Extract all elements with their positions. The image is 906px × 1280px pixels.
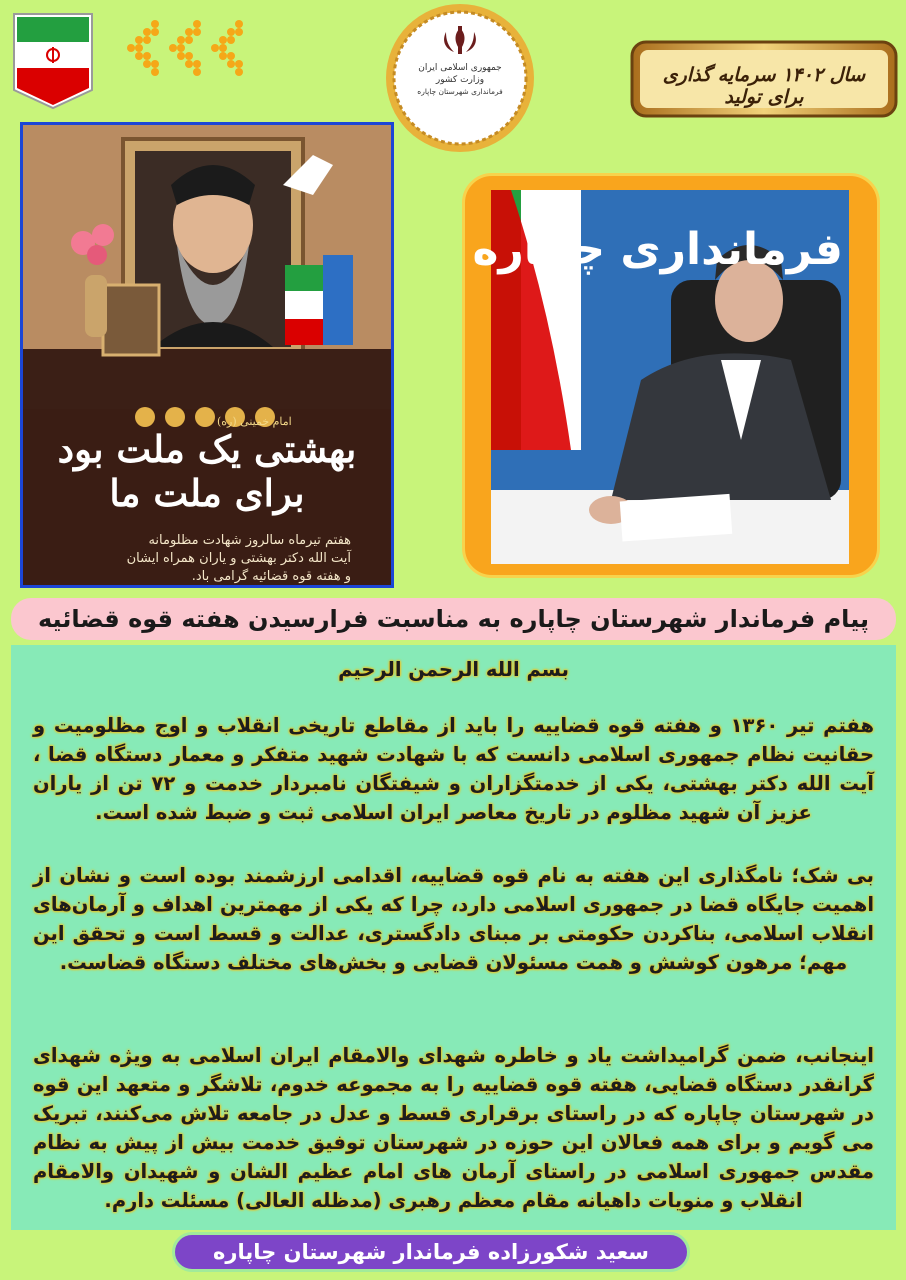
poster-caption-line: و هفته قوه قضائیه گرامی باد.: [191, 569, 351, 584]
governor-photo: [472, 190, 849, 564]
message-paragraph: هفتم تیر ۱۳۶۰ و هفته قوه قضاییه را باید از مقاطع تاریخی انقلاب و اوج مظلومیت و حقانیت نظام جمهوری اسلامی دانست که با شهادت شهید متفکر و معمار دستگاه قضا ، آیت الله دکتر بهشتی، یکی از خدمتگزاران و شیفتگان نامبردار خدمت و ۷۲ تن از یاران عزیز آن شهید مظلوم در تاریخ معاصر ایران اسلامی ثبت و ضبط شده است.: [33, 714, 874, 824]
photo-wall-sign: فرمانداری چاپاره: [472, 224, 843, 275]
slogan-text: سال ۱۴۰۲ سرمایه گذاری برای تولید: [662, 64, 866, 108]
slogan-banner: [630, 38, 898, 120]
poster-attribution: امام خمینی (ره): [217, 415, 292, 428]
iran-flag-icon: [12, 12, 94, 110]
message-paragraph: بی شک؛ نامگذاری این هفته به نام قوه قضاییه، اقدامی ارزشمند بوده است و نشان از اهمیت جایگاه قضا در جمهوری اسلامی دارد، چرا که یکی از مهمترین اهداف و آرمان‌های انقلاب اسلامی، بناکردن حکومتی بر مبنای دادگستری، عدالت و قسط است و تحقق این مهم؛ مرهون کوشش و همت مسئولان قضایی و بخش‌های مختلف دستگاه قضاست.: [33, 864, 874, 974]
emblem-line-3: فرمانداری شهرستان چاپاره: [417, 87, 503, 96]
poster-caption-line: آیت الله دکتر بهشتی و یاران همراه ایشان: [126, 551, 351, 566]
emblem-line-2: وزارت کشور: [435, 75, 485, 85]
signature-badge: سعید شکورزاده فرماندار شهرستان چاپاره: [172, 1232, 690, 1272]
message-body: [11, 645, 896, 1230]
ministry-emblem-logo: [384, 2, 536, 154]
decorative-chevrons-icon: [125, 18, 250, 78]
message-paragraph: اینجانب، ضمن گرامیداشت یاد و خاطره شهدای والامقام ایران اسلامی به ویژه شهدای گرانقدر دستگاه قضایی، هفته قوه قضاییه را به مجموعه خدوم، تلاشگر و متعهد این قوه در شهرستان چاپاره که در راستای برقراری قسط و عدل در جامعه تلاش می‌کنند، تبریک می گویم و برای همه فعالان این حوزه در شهرستان توفیق خدمت بیش از پیش به نظام مقدس جمهوری اسلامی در راستای آرمان های امام عظیم الشان و شهیدان والامقام انقلاب و منویات داهیانه مقام معظم رهبری (مدظله العالی) مسئلت دارم.: [33, 1044, 874, 1212]
poster-artwork-icon: [23, 125, 391, 585]
poster-caption-line: هفتم تیرماه سالروز شهادت مظلومانه: [148, 533, 351, 548]
emblem-line-1: جمهوری اسلامی ایران: [418, 63, 502, 73]
poster-title: بهشتی یک ملت بود برای ملت ما: [57, 427, 357, 515]
governor-photo-frame: [462, 173, 880, 578]
basmala: بسم الله الرحمن الرحیم: [338, 658, 569, 681]
page-title: پیام فرماندار شهرستان چاپاره به مناسبت فرارسیدن هفته قوه قضائیه: [11, 598, 896, 640]
martyr-poster: [20, 122, 394, 588]
